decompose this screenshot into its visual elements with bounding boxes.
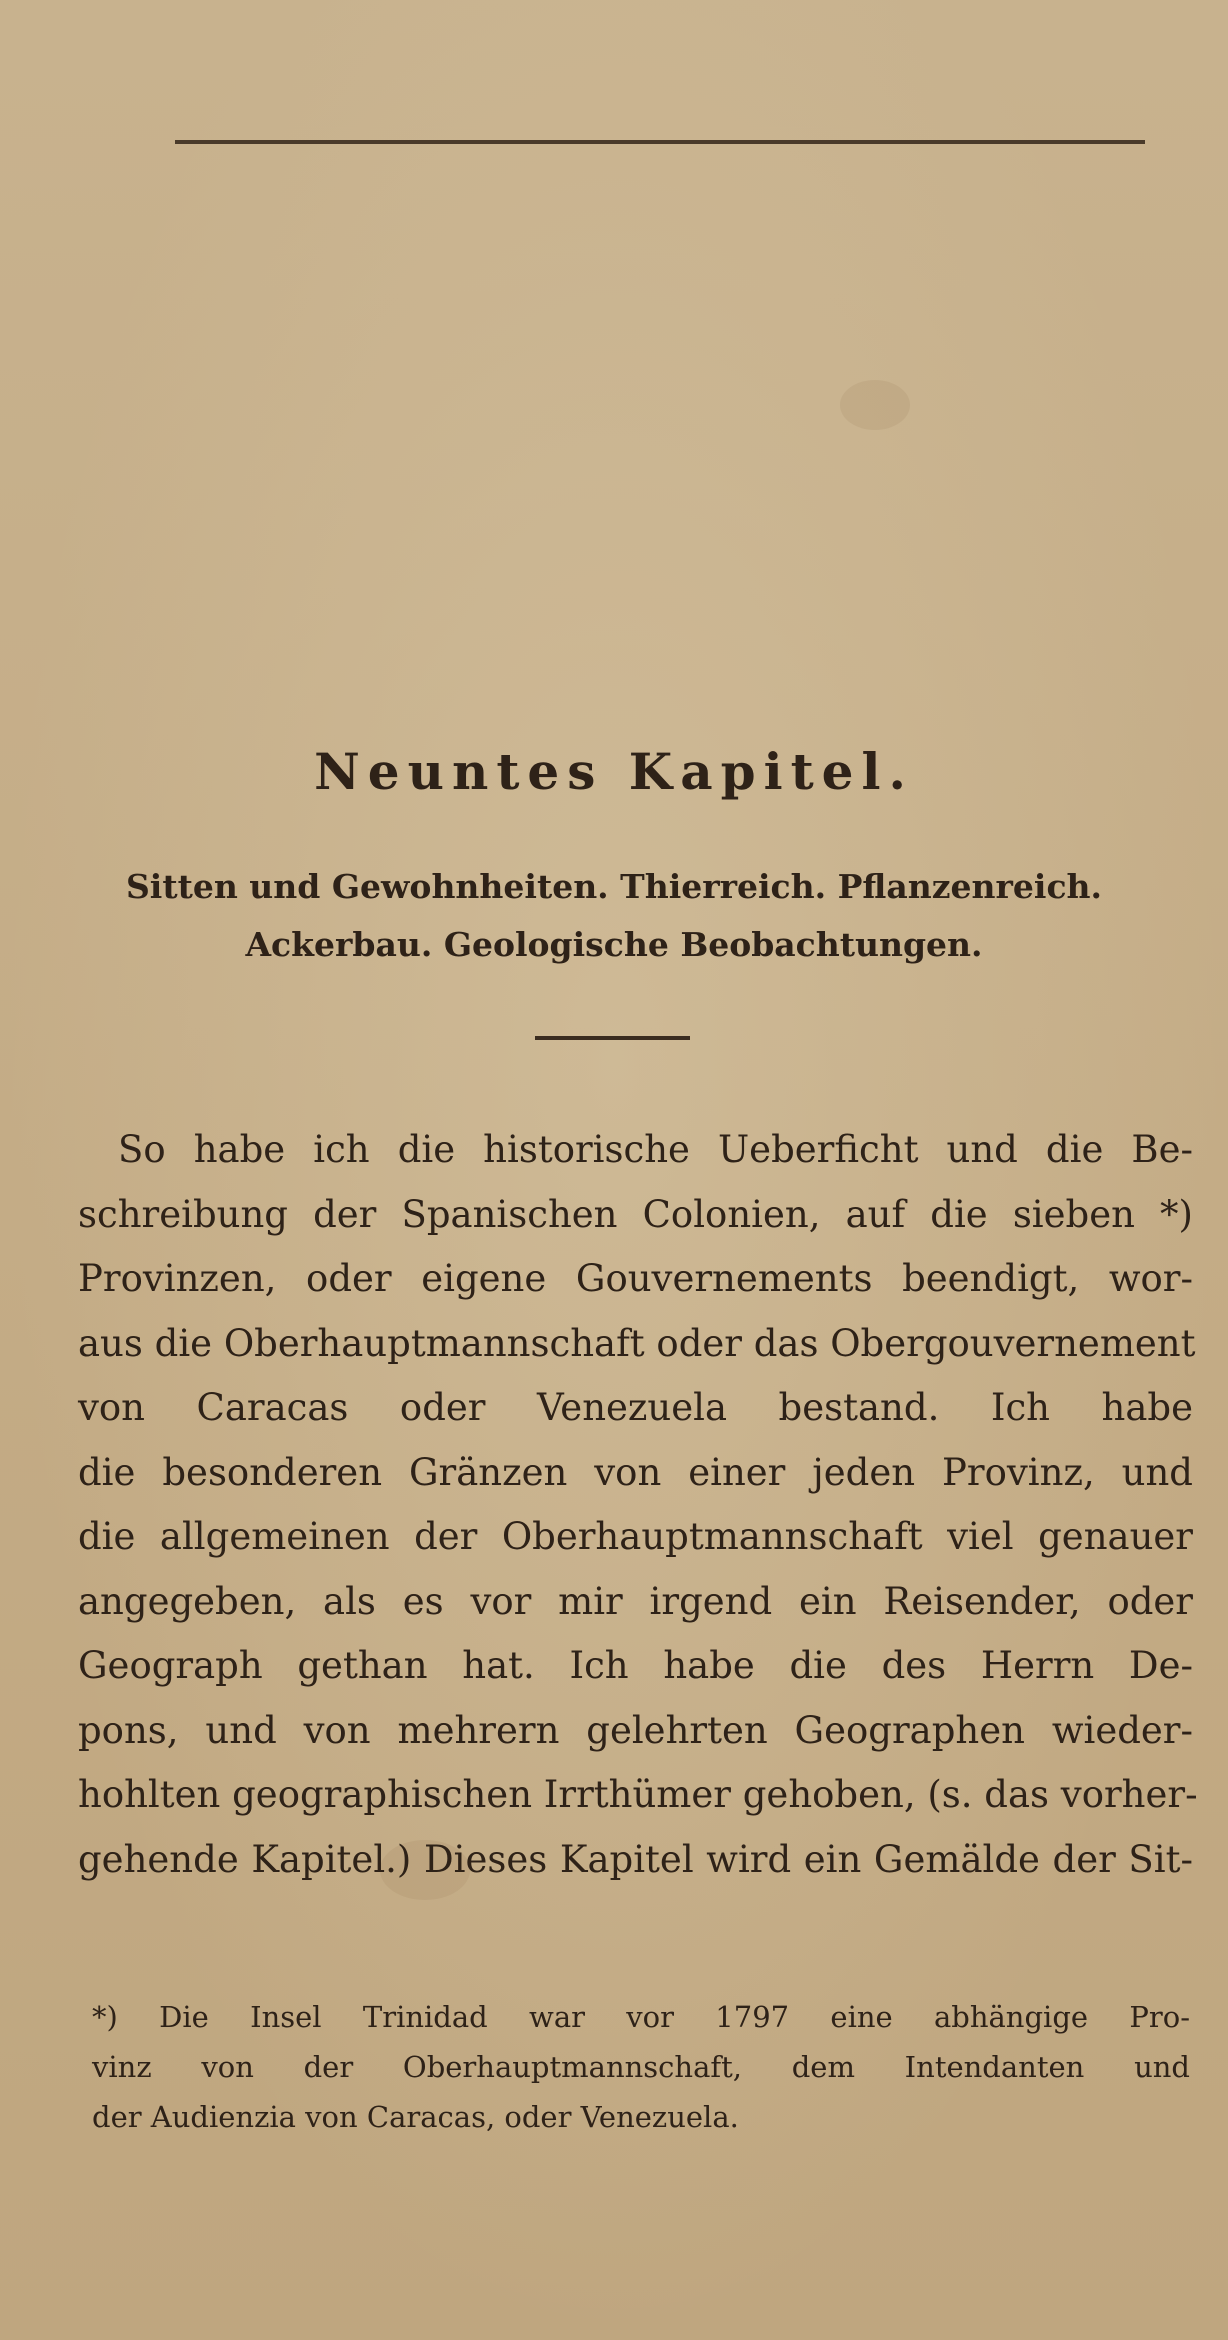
body-line: aus die Oberhauptmannschaft oder das Obergouvernement bbox=[78, 1321, 1196, 1365]
body-line: schreibung der Spanischen Colonien, auf die sieben *) bbox=[78, 1192, 1193, 1236]
footnote bbox=[92, 1992, 1190, 2142]
body-line: hohlten geographischen Irrthümer gehoben, (s. das vorher- bbox=[78, 1773, 1198, 1816]
body-line: So habe ich die historische Ueberficht und die Be- bbox=[118, 1128, 1193, 1171]
chapter-title: Neuntes Kapitel. bbox=[314, 742, 914, 801]
body-line: Provinzen, oder eigene Gouvernements beendigt, wor- bbox=[78, 1257, 1193, 1300]
body-line: Geograph gethan hat. Ich habe die des Herrn De- bbox=[78, 1644, 1193, 1687]
footnote-line: der Audienzia von Caracas, oder Venezuela. bbox=[92, 2100, 739, 2134]
subtitle-line: Ackerbau. Geologische Beobachtungen. bbox=[245, 925, 983, 964]
body-line: pons, und von mehrern gelehrten Geographen wieder- bbox=[78, 1708, 1193, 1752]
body-line: gehende Kapitel.) Dieses Kapitel wird ein Gemälde der Sit- bbox=[78, 1837, 1193, 1881]
subtitle-line: Sitten und Gewohnheiten. Thierreich. Pflanzenreich. bbox=[125, 867, 1103, 906]
footnote-line: vinz von der Oberhauptmannschaft, dem Intendanten und bbox=[92, 2050, 1190, 2084]
body-line: angegeben, als es vor mir irgend ein Reisender, oder bbox=[78, 1579, 1193, 1623]
chapter-subtitle bbox=[100, 858, 1128, 974]
paper-stain bbox=[840, 380, 910, 430]
body-paragraph bbox=[78, 1118, 1198, 1892]
body-line: die besonderen Gränzen von einer jeden Provinz, und bbox=[78, 1450, 1193, 1494]
body-line: von Caracas oder Venezuela bestand. Ich habe bbox=[78, 1386, 1193, 1429]
body-line: die allgemeinen der Oberhauptmannschaft viel genauer bbox=[78, 1515, 1193, 1558]
section-divider bbox=[535, 1036, 690, 1040]
footnote-line: *) Die Insel Trinidad war vor 1797 eine abhängige Pro- bbox=[92, 2000, 1190, 2034]
top-rule bbox=[175, 140, 1145, 144]
